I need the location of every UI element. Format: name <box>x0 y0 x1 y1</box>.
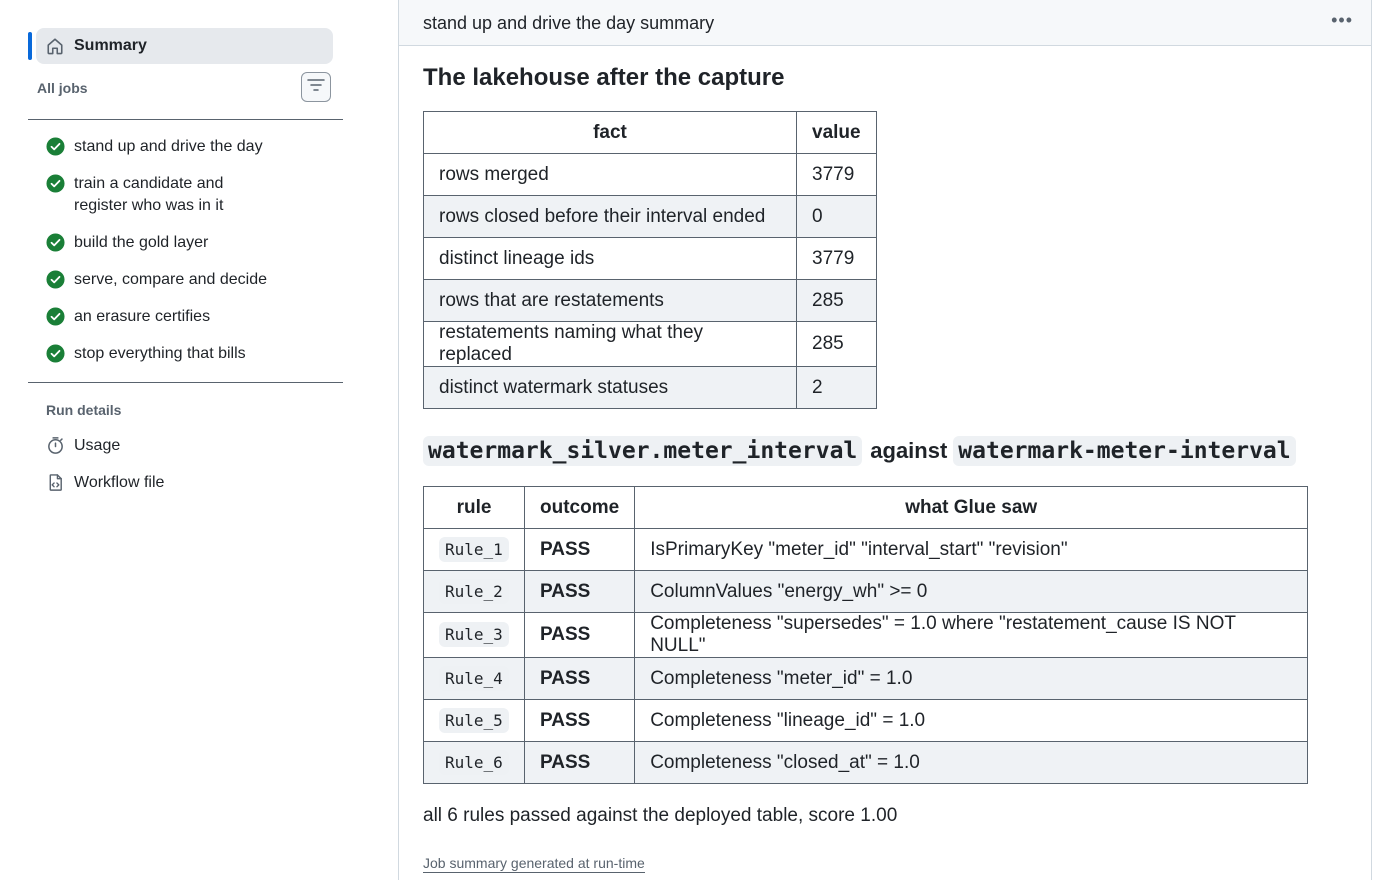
saw-cell: Completeness "meter_id" = 1.0 <box>635 658 1308 700</box>
rule-cell <box>424 742 525 784</box>
sidebar-item-summary[interactable] <box>36 28 333 64</box>
usage-label: Usage <box>74 436 121 454</box>
saw-cell: Completeness "closed_at" = 1.0 <box>635 742 1308 784</box>
usage-link[interactable] <box>46 436 120 455</box>
rule-cell <box>424 613 525 658</box>
rule-code: Rule_1 <box>439 537 509 562</box>
job-item[interactable] <box>46 173 346 217</box>
table-name-code: watermark_silver.meter_interval <box>423 436 862 466</box>
all-jobs-heading: All jobs <box>37 80 88 96</box>
workflow-file-label: Workflow file <box>74 473 165 491</box>
workflow-file-link[interactable] <box>46 473 164 492</box>
fact-cell: restatements naming what they replaced <box>424 322 797 367</box>
column-header: fact <box>424 112 797 154</box>
rule-code: Rule_2 <box>439 579 509 604</box>
outcome-cell: PASS <box>525 700 635 742</box>
column-header: value <box>797 112 877 154</box>
value-cell: 285 <box>797 322 877 367</box>
ruleset-name-code: watermark-meter-interval <box>953 436 1295 466</box>
saw-cell: Completeness "supersedes" = 1.0 where "restatement_cause IS NOT NULL" <box>635 613 1308 658</box>
result-text: all 6 rules passed against the deployed table, score 1.00 <box>423 805 898 826</box>
table-header-row <box>424 112 877 154</box>
table-header-row <box>424 487 1308 529</box>
column-header: rule <box>424 487 525 529</box>
rule-cell <box>424 658 525 700</box>
rules-table <box>423 486 1308 784</box>
file-code-icon <box>46 473 65 492</box>
value-cell: 3779 <box>797 154 877 196</box>
column-header: what Glue saw <box>635 487 1308 529</box>
sidebar-item-label: Summary <box>74 37 147 54</box>
rule-code: Rule_3 <box>439 622 509 647</box>
kebab-horizontal-icon[interactable]: ••• <box>1331 10 1353 30</box>
home-icon <box>46 37 64 55</box>
table-row <box>424 322 877 367</box>
saw-cell: Completeness "lineage_id" = 1.0 <box>635 700 1308 742</box>
table-row <box>424 571 1308 613</box>
job-label: an erasure certifies <box>74 308 211 325</box>
check-circle-icon <box>46 270 65 289</box>
rule-cell <box>424 700 525 742</box>
job-item[interactable] <box>46 232 346 254</box>
job-item[interactable] <box>46 136 346 158</box>
job-item[interactable] <box>46 269 346 291</box>
value-cell: 2 <box>797 367 877 409</box>
outcome-cell: PASS <box>525 742 635 784</box>
rule-cell <box>424 571 525 613</box>
table-row <box>424 238 877 280</box>
job-item[interactable] <box>46 343 346 365</box>
table-row <box>424 154 877 196</box>
summary-title: stand up and drive the day summary <box>423 13 715 33</box>
table-row <box>424 367 877 409</box>
job-label: train a candidate and register who was in it <box>74 175 224 214</box>
section-heading-lakehouse: The lakehouse after the capture <box>423 64 785 91</box>
table-row <box>424 280 877 322</box>
check-circle-icon <box>46 344 65 363</box>
facts-table <box>423 111 877 409</box>
job-summary-footer-link[interactable]: Job summary generated at run-time <box>423 855 645 871</box>
saw-cell: ColumnValues "energy_wh" >= 0 <box>635 571 1308 613</box>
stopwatch-icon <box>46 436 65 455</box>
table-row <box>424 613 1308 658</box>
outcome-cell: PASS <box>525 658 635 700</box>
rule-code: Rule_4 <box>439 666 509 691</box>
job-label: stop everything that bills <box>74 345 246 362</box>
fact-cell: distinct watermark statuses <box>424 367 797 409</box>
job-label: build the gold layer <box>74 234 209 251</box>
value-cell: 0 <box>797 196 877 238</box>
fact-cell: rows that are restatements <box>424 280 797 322</box>
sidebar <box>0 0 370 878</box>
heading-connector: against <box>870 438 948 463</box>
section-heading-rules <box>423 436 1296 466</box>
job-item[interactable] <box>46 306 346 328</box>
check-circle-icon <box>46 307 65 326</box>
filter-button[interactable] <box>301 72 331 102</box>
rule-code: Rule_5 <box>439 708 509 733</box>
outcome-cell: PASS <box>525 571 635 613</box>
summary-header <box>399 0 1371 46</box>
table-row <box>424 658 1308 700</box>
divider <box>28 119 343 120</box>
table-row <box>424 742 1308 784</box>
table-row <box>424 529 1308 571</box>
check-circle-icon <box>46 137 65 156</box>
job-label: serve, compare and decide <box>74 271 267 288</box>
table-row <box>424 196 877 238</box>
filter-icon <box>307 78 325 97</box>
value-cell: 285 <box>797 280 877 322</box>
job-label: stand up and drive the day <box>74 138 263 155</box>
fact-cell: rows closed before their interval ended <box>424 196 797 238</box>
column-header: outcome <box>525 487 635 529</box>
active-indicator <box>28 32 32 60</box>
rule-cell <box>424 529 525 571</box>
job-list <box>46 136 346 380</box>
summary-panel <box>398 0 1372 880</box>
rule-code: Rule_6 <box>439 750 509 775</box>
check-circle-icon <box>46 233 65 252</box>
outcome-cell: PASS <box>525 529 635 571</box>
saw-cell: IsPrimaryKey "meter_id" "interval_start" "revision" <box>635 529 1308 571</box>
table-row <box>424 700 1308 742</box>
value-cell: 3779 <box>797 238 877 280</box>
fact-cell: rows merged <box>424 154 797 196</box>
fact-cell: distinct lineage ids <box>424 238 797 280</box>
divider <box>28 382 343 383</box>
run-details-heading: Run details <box>46 402 122 418</box>
outcome-cell: PASS <box>525 613 635 658</box>
check-circle-icon <box>46 174 65 193</box>
